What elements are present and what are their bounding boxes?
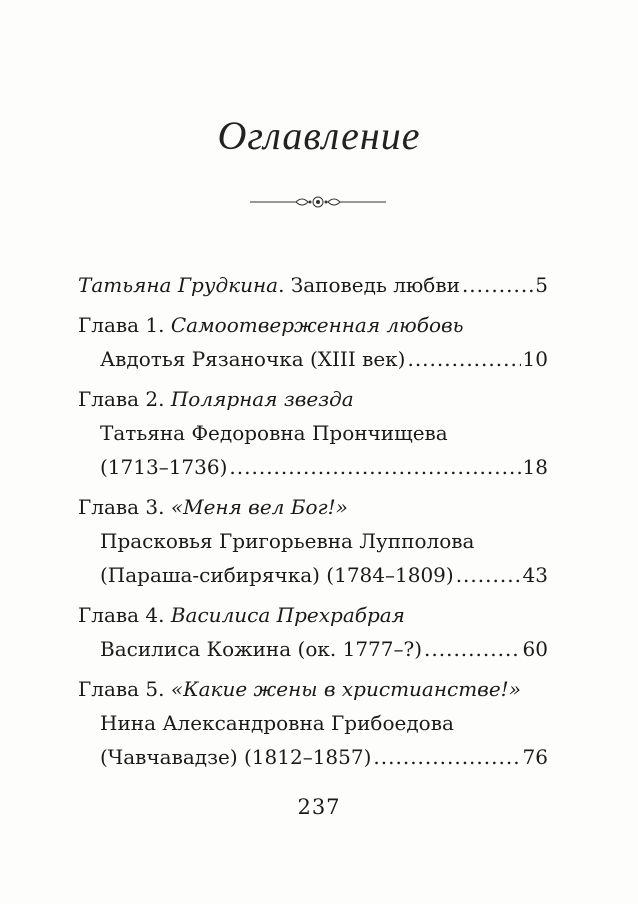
dot-leader xyxy=(373,740,520,774)
decorative-divider-icon xyxy=(248,192,388,212)
page-number: 10 xyxy=(522,347,548,371)
chapter-subject: Василиса Кожина (ок. 1777–?) xyxy=(100,637,423,661)
page-title: Оглавление xyxy=(217,113,421,158)
dot-leader xyxy=(462,268,533,302)
page-number: 43 xyxy=(522,563,548,587)
chapter-title: Самоотверженная любовь xyxy=(170,313,464,337)
toc-entry-chapter-2 xyxy=(78,382,548,484)
dot-leader xyxy=(407,342,520,376)
page-number: 5 xyxy=(535,273,548,297)
dot-leader xyxy=(229,450,520,484)
toc-entry-chapter-1 xyxy=(78,308,548,376)
chapter-label: Глава 5. xyxy=(78,677,171,701)
chapter-title: Василиса Прехрабрая xyxy=(170,603,405,627)
intro-author: Татьяна Грудкина xyxy=(78,273,279,297)
chapter-label: Глава 4. xyxy=(78,603,171,627)
intro-title: Заповедь любви xyxy=(284,273,460,297)
page-number: 60 xyxy=(522,637,548,661)
toc-entry-chapter-5 xyxy=(78,672,548,774)
chapter-title: Полярная звезда xyxy=(170,387,354,411)
intro-separator: . xyxy=(278,273,285,297)
chapter-label: Глава 2. xyxy=(78,387,171,411)
toc-entry-chapter-4 xyxy=(78,598,548,666)
chapter-subject: Авдотья Рязаночка (XIII век) xyxy=(100,347,406,371)
chapter-title: «Какие жены в христианстве!» xyxy=(170,677,521,701)
page-number: 76 xyxy=(522,745,548,769)
chapter-label: Глава 3. xyxy=(78,495,171,519)
chapter-label: Глава 1. xyxy=(78,313,171,337)
chapter-subject: Прасковья Григорьевна Лупполова xyxy=(100,529,475,553)
table-of-contents xyxy=(78,268,548,774)
toc-entry-intro xyxy=(78,268,548,302)
chapter-subject-dates: (Параша-сибирячка) (1784–1809) xyxy=(100,563,454,587)
chapter-subject-dates: (1713–1736) xyxy=(100,455,228,479)
chapter-subject-dates: (Чавчавадзе) (1812–1857) xyxy=(100,745,372,769)
toc-entry-chapter-3 xyxy=(78,490,548,592)
dot-leader xyxy=(456,558,521,592)
page-folio: 237 xyxy=(297,795,341,819)
chapter-subject: Татьяна Федоровна Прончищева xyxy=(100,421,448,445)
page-number: 18 xyxy=(522,455,548,479)
chapter-subject: Нина Александровна Грибоедова xyxy=(100,711,454,735)
chapter-title: «Меня вел Бог!» xyxy=(170,495,348,519)
dot-leader xyxy=(424,632,521,666)
